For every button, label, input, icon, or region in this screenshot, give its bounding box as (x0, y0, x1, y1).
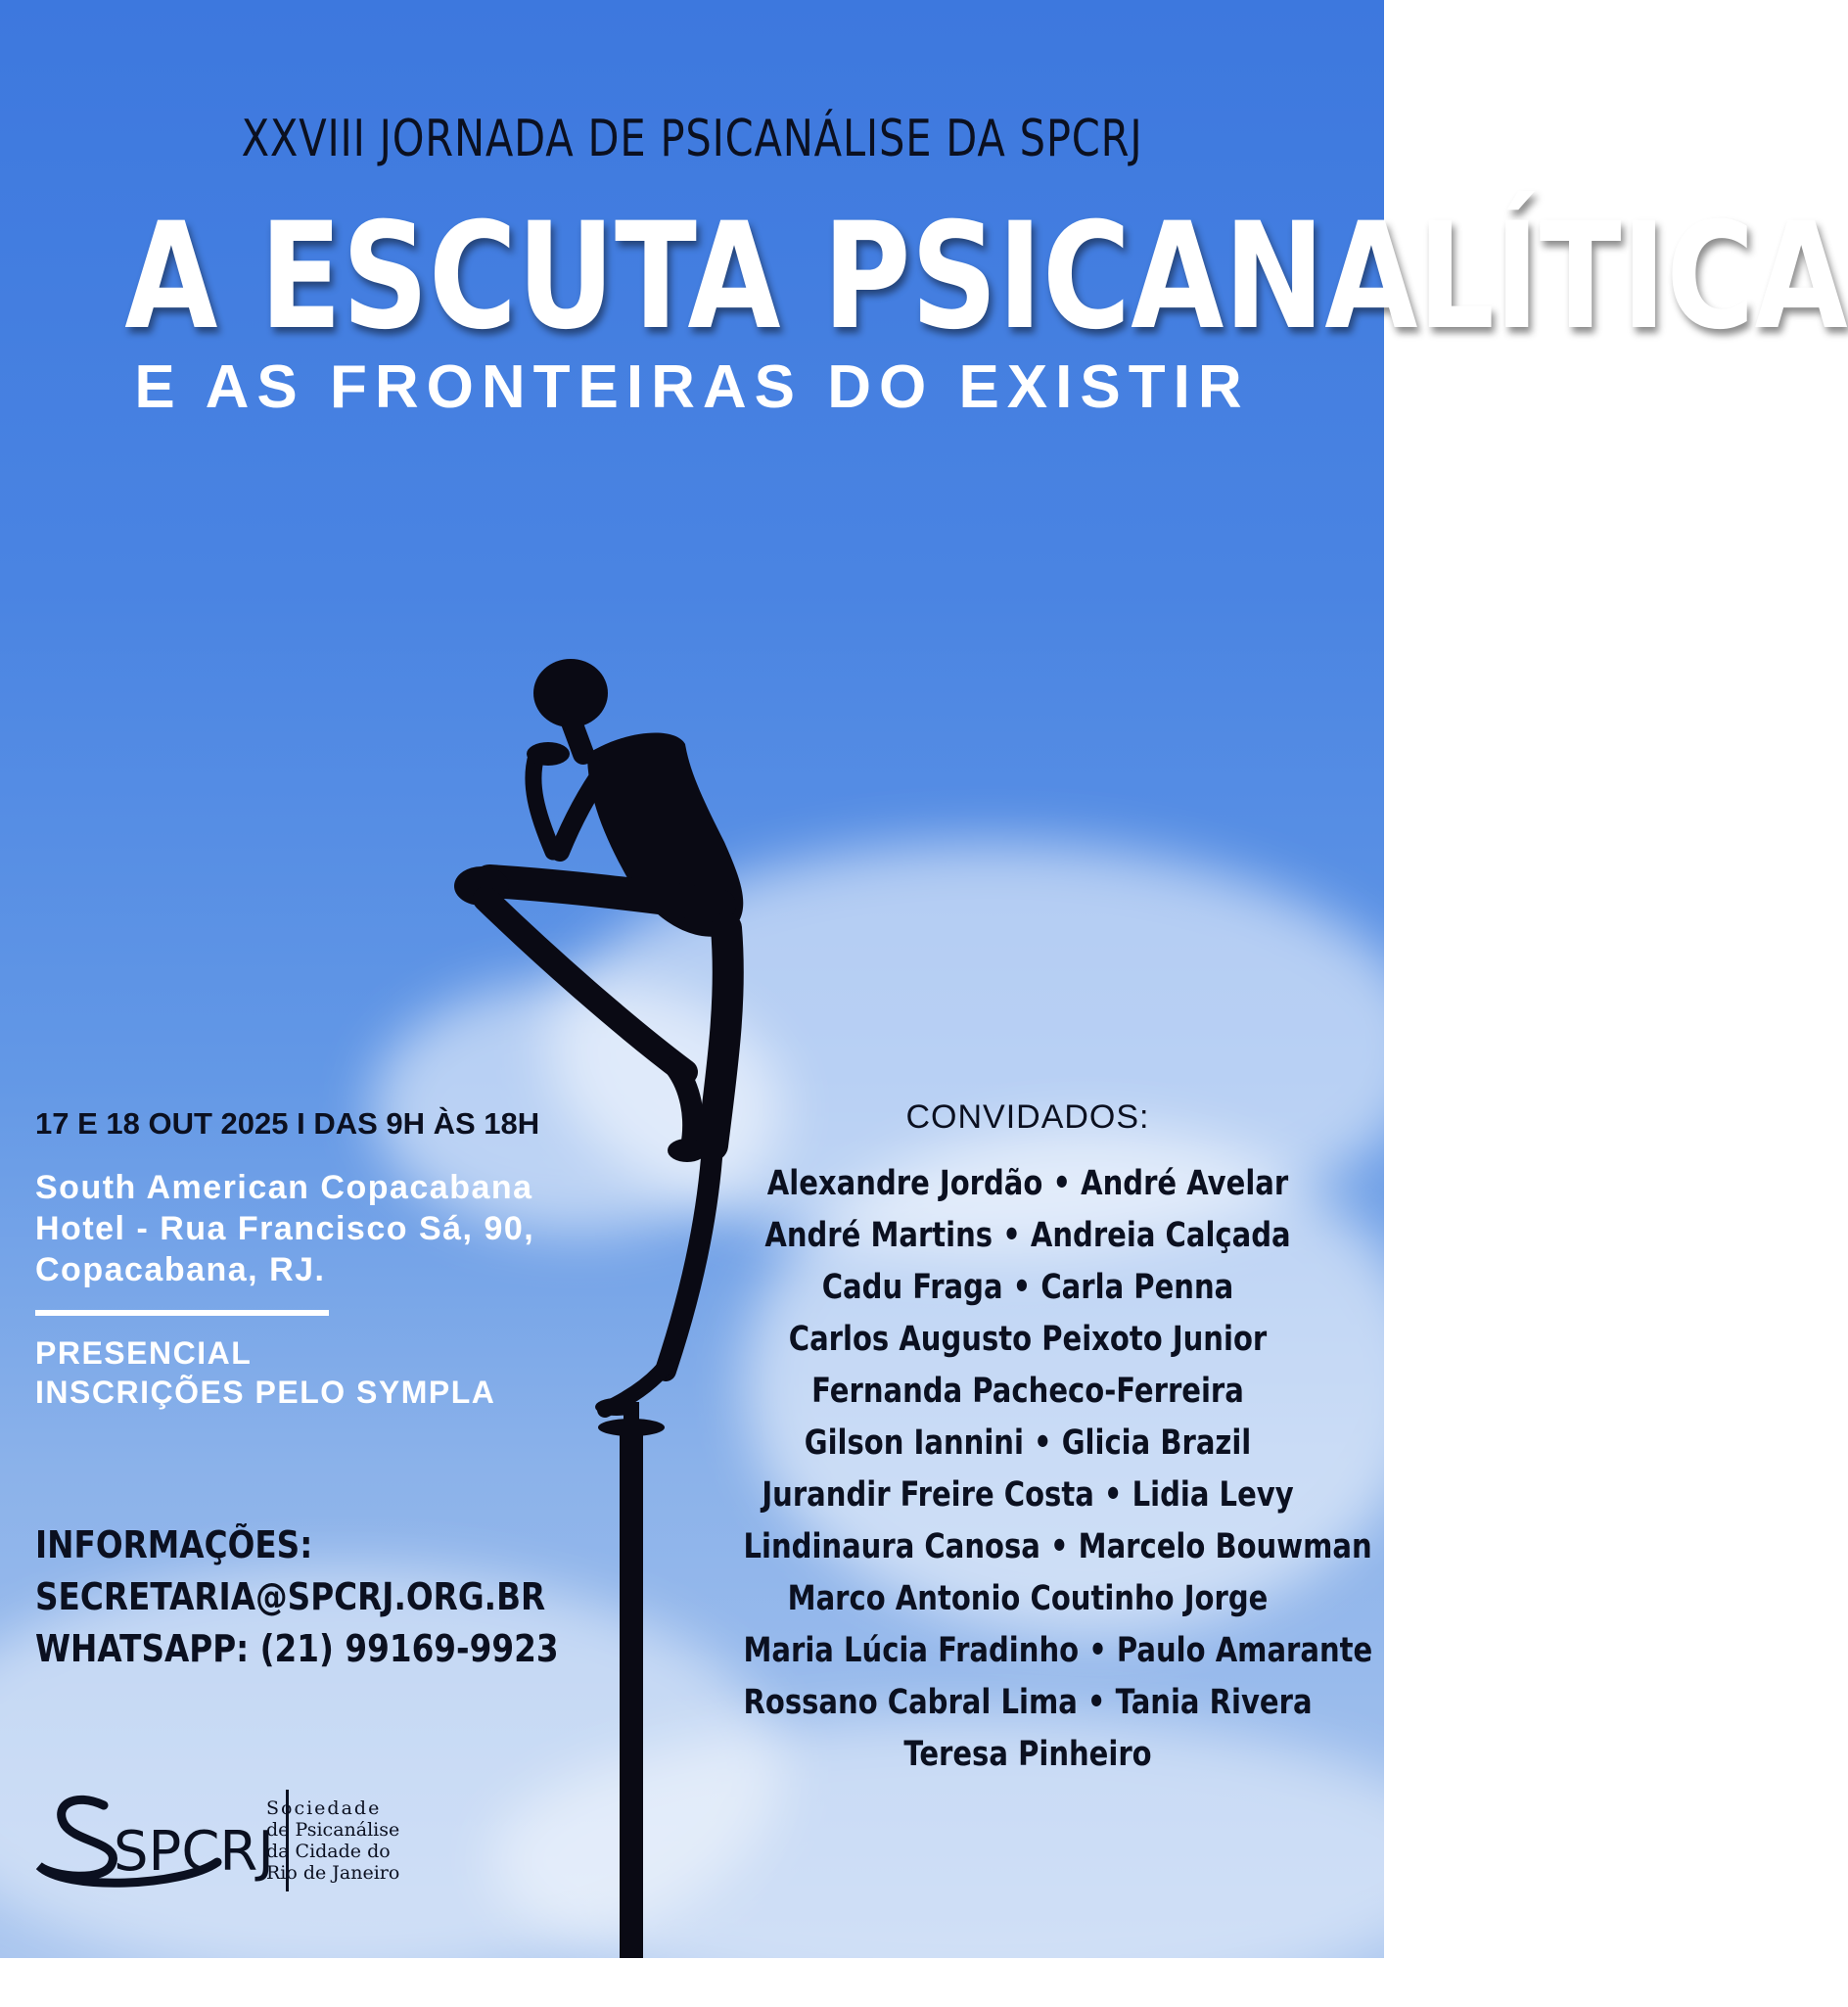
event-title: A ESCUTA PSICANALÍTICA (124, 192, 1848, 362)
venue-line: Hotel - Rua Francisco Sá, 90, (35, 1210, 535, 1247)
logo-mark: SPCRJ (114, 1820, 274, 1884)
logo-caption-line: de Psicanálise (266, 1819, 400, 1841)
event-edition-heading: XXVIII JORNADA DE PSICANÁLISE DA SPCRJ (241, 110, 1143, 168)
guest-line: Rossano Cabral Lima • Tania Rivera (743, 1683, 1313, 1722)
mode-line: INSCRIÇÕES PELO SYMPLA (35, 1375, 496, 1410)
guest-line: Lindinaura Canosa • Marcelo Bouwman (743, 1527, 1372, 1566)
event-dates: 17 E 18 OUT 2025 I DAS 9H ÀS 18H (35, 1106, 540, 1141)
guest-line: Alexandre Jordão • André Avelar (766, 1164, 1289, 1203)
logo-caption (266, 1797, 399, 1884)
logo-caption-line: Sociedade (266, 1797, 382, 1819)
contact-email[interactable]: SECRETARIA@SPCRJ.ORG.BR (35, 1575, 546, 1618)
venue-line: South American Copacabana (35, 1169, 533, 1206)
event-mode (35, 1333, 495, 1412)
guests-list (685, 1158, 1373, 1781)
info-label: INFORMAÇÕES: (35, 1523, 313, 1566)
guests-heading: CONVIDADOS: (905, 1098, 1150, 1136)
guest-line: Maria Lúcia Fradinho • Paulo Amarante (743, 1631, 1373, 1670)
contact-info (35, 1519, 559, 1675)
guest-line: Jurandir Freire Costa • Lidia Levy (762, 1475, 1294, 1515)
guest-line: Fernanda Pacheco-Ferreira (811, 1372, 1244, 1411)
divider (35, 1310, 329, 1316)
guest-line: Marco Antonio Coutinho Jorge (787, 1579, 1269, 1618)
mode-line: PRESENCIAL (35, 1335, 253, 1371)
event-subtitle: E AS FRONTEIRAS DO EXISTIR (134, 353, 1250, 421)
venue-line: Copacabana, RJ. (35, 1251, 326, 1288)
event-venue (35, 1167, 534, 1290)
logo-caption-line: da Cidade do (266, 1841, 391, 1862)
guest-line: Teresa Pinheiro (903, 1735, 1152, 1774)
contact-whatsapp[interactable]: WHATSAPP: (21) 99169-9923 (35, 1627, 559, 1670)
guest-line: André Martins • Andreia Calçada (764, 1216, 1291, 1255)
guest-line: Cadu Fraga • Carla Penna (821, 1268, 1234, 1307)
guest-line: Gilson Iannini • Glicia Brazil (804, 1424, 1252, 1463)
logo-caption-line: Rio de Janeiro (266, 1862, 400, 1884)
guest-line: Carlos Augusto Peixoto Junior (788, 1320, 1268, 1359)
